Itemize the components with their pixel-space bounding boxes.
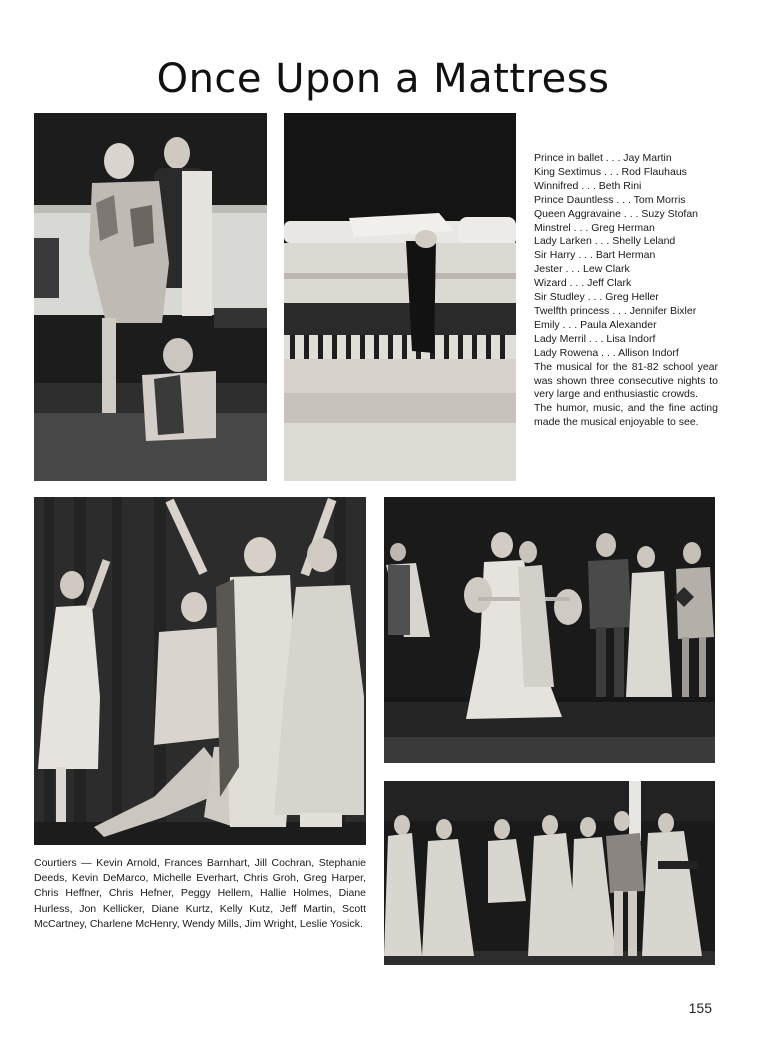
cast-actor: Greg Heller [605,291,659,304]
cast-list-item [534,347,718,361]
courtiers-caption: Courtiers — Kevin Arnold, Frances Barnhart, Jill Cochran, Stephanie Deeds, Kevin DeMarco, Michelle Everhart, Chris Groh, Greg Harper, Chris Heffner, Chris Hefner, Peggy Hellem, Hallie Holmes, Diane Hurless, Jon Kellicker, Diane Kurtz, Kelly Kutz, Jeff Martin, Scott McCartney, Charlene McHenry, Wendy Mills, Jim Wright, Leslie Yosick. [34,857,366,930]
cast-role: Sir Harry [534,249,576,262]
cast-actor: Allison Indorf [618,346,679,359]
cast-list [534,152,718,430]
cast-actor: Lisa Indorf [606,332,656,345]
cast-separator: . . . [562,263,584,276]
cast-role: Queen Aggravaine [534,207,621,220]
photo-stage-scene-with-barbell [384,497,715,763]
cast-separator: . . . [585,332,607,345]
cast-role: Winnifred [534,179,579,192]
description-paragraph-2: The humor, music, and the fine acting made the musical enjoyable to see. [534,402,718,429]
cast-separator: . . . [570,221,592,234]
cast-list-item [534,333,718,347]
cast-separator: . . . [575,249,596,262]
cast-separator: . . . [609,304,630,317]
cast-actor: Greg Herman [591,221,655,234]
page-title: Once Upon a Mattress [156,56,610,102]
cast-actor: Rod Flauhaus [621,165,687,178]
cast-separator: . . . [591,235,613,248]
cast-separator: . . . [598,346,619,359]
photo-princess-on-mattresses [284,113,516,481]
cast-role: Wizard [534,277,567,290]
cast-separator: . . . [620,207,642,220]
cast-list-item [534,208,718,222]
description-paragraph-1: The musical for the 81-82 school year was shown three consecutive nights to very large and enthusiastic crowds. [534,360,718,401]
cast-actor: Jeff Clark [587,277,632,290]
cast-separator: . . . [613,193,634,206]
cast-role: Emily [534,318,560,331]
cast-list-item [534,249,718,263]
cast-list-item [534,152,718,166]
cast-actor: Tom Morris [633,193,686,206]
cast-actor: Paula Alexander [580,318,657,331]
cast-role: Lady Rowena [534,346,599,359]
cast-list-item [534,291,718,305]
cast-list-item [534,235,718,249]
page-number: 155 [688,1000,712,1016]
cast-role: Prince Dauntless [534,193,614,206]
cast-actor: Jay Martin [623,152,672,164]
cast-actor: Jennifer Bixler [629,304,697,317]
cast-role: Lady Larken [534,235,592,248]
cast-list-item [534,222,718,236]
cast-role: Prince in ballet [534,152,603,164]
cast-list-item [534,319,718,333]
cast-separator: . . . [578,179,599,192]
cast-role: Sir Studley [534,291,585,304]
cast-separator: . . . [601,165,622,178]
cast-list-item [534,277,718,291]
cast-list-item [534,263,718,277]
cast-separator: . . . [559,318,581,331]
cast-actor: Lew Clark [583,263,630,276]
photo-courtiers-dancing [34,497,366,845]
cast-list-item [534,166,718,180]
cast-list-item [534,305,718,319]
cast-role: King Sextimus [534,165,602,178]
photo-jester-and-prince [34,113,267,481]
cast-separator: . . . [566,277,588,290]
cast-actor: Shelly Leland [612,235,676,248]
photo-dancing-chorus [384,781,715,965]
cast-separator: . . . [602,152,624,164]
cast-actor: Suzy Stofan [641,207,699,220]
cast-list-item [534,194,718,208]
cast-list-item [534,180,718,194]
cast-separator: . . . [584,291,606,304]
cast-role: Minstrel [534,221,571,234]
cast-actor: Bart Herman [595,249,656,262]
cast-role: Lady Merril [534,332,586,345]
cast-role: Jester [534,263,563,276]
cast-role: Twelfth princess [534,304,610,317]
cast-actor: Beth Rini [598,179,642,192]
